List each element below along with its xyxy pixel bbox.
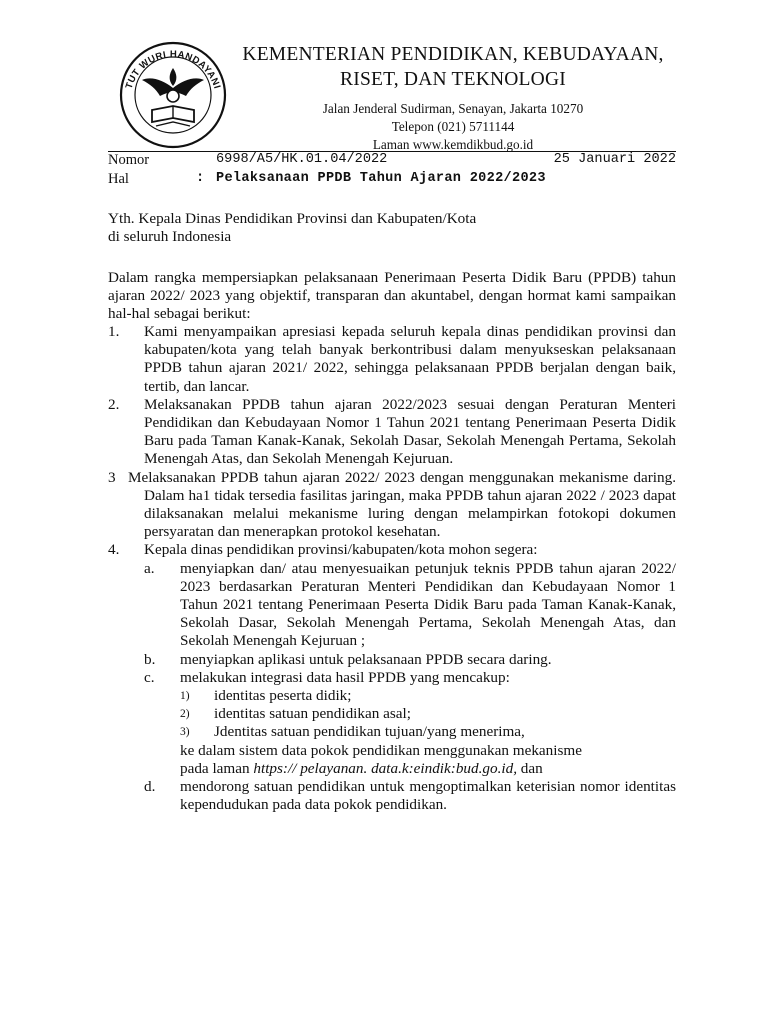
nomor-value: 6998/A5/HK.01.04/2022: [216, 152, 388, 167]
sub-list-marker: d.: [144, 778, 156, 796]
hal-label: Hal: [108, 171, 129, 187]
sub-list-item: [108, 778, 676, 814]
address: Jalan Jenderal Sudirman, Senayan, Jakarta 10270: [322, 101, 584, 116]
recipient-line-1: Yth. Kepala Dinas Pendidikan Provinsi dan Kabupaten/Kota: [108, 210, 477, 227]
list-item-text: Melaksanakan PPDB tahun ajaran 2022/ 2023 dengan menggunakan mekanisme daring. Dalam ha1 tidak tersedia fasilitas jaringan, maka PPDB tahun ajaran 2022 / 2023 dapat dilaksanakan melalui mekanisme luring dengan melampirkan fotokopi dokumen persyaratan dan menerapkan protokol kesehatan.: [128, 468, 676, 541]
numbered-list: [108, 323, 676, 814]
list-item: [108, 469, 676, 542]
tut-wuri-handayani-logo: [118, 40, 228, 150]
sub-list-item-text: menyiapkan aplikasi untuk pelaksanaan PPDB secara daring.: [180, 650, 552, 668]
ministry-name: [228, 42, 678, 92]
phone: Telepon (021) 5711144: [391, 118, 515, 134]
dapodik-url: https:// pelayanan. data.k:eindik:bud.go.id,: [253, 759, 517, 777]
nomor-row: [108, 151, 676, 169]
c-continuation-line-1: ke dalam sistem data pokok pendidikan menggunakan mekanisme: [180, 741, 582, 759]
c-prefix: pada laman: [180, 759, 254, 777]
list-marker: 3: [108, 468, 116, 486]
c-suffix: dan: [517, 759, 543, 777]
sub-sub-marker: 3): [180, 726, 190, 739]
list-marker: 2.: [108, 395, 120, 413]
list-item-text: Kepala dinas pendidikan provinsi/kabupaten/kota mohon segera:: [144, 541, 538, 559]
sub-list-item-text: menyiapkan dan/ atau menyesuaikan petunjuk teknis PPDB tahun ajaran 2022/ 2023 berdasarkan Peraturan Menteri Pendidikan dan Kebudayaan Nomor 1 Tahun 2021 tentang Penerimaan Peserta Didik Baru pada Taman Kanak-Kanak, Sekolah Dasar, Sekolah Menengah Pertama, Sekolah Menengah Atas, dan Sekolah Menengah Kejuruan ;: [180, 559, 676, 650]
ministry-line-1: KEMENTERIAN PENDIDIKAN, KEBUDAYAAN,: [242, 44, 664, 65]
website: Laman www.kemdikbud.go.id: [372, 136, 534, 152]
hal-colon: :: [196, 171, 205, 186]
list-item-text: Melaksanakan PPDB tahun ajaran 2022/2023 sesuai dengan Peraturan Menteri Pendidikan dan Kebudayaan Nomor 1 Tahun 2021 tentang Penerimaan Peserta Didik Baru pada Taman Kanak-Kanak, Sekolah Dasar, Sekolah Menengah Pertama, Sekolah Menengah Atas, dan Sekolah Menengah Kejuruan.: [144, 395, 676, 468]
sub-sub-marker: 2): [180, 708, 190, 721]
list-marker: 1.: [108, 323, 120, 340]
list-item: [108, 396, 676, 469]
sub-sub-list-item: [108, 687, 676, 705]
recipient: [108, 210, 676, 246]
list-item: [108, 541, 676, 559]
nomor-label: Nomor: [108, 152, 150, 168]
sub-sub-item-text: Jdentitas satuan pendidikan tujuan/yang menerima,: [214, 723, 525, 741]
c-continuation: [180, 742, 676, 778]
sub-sub-item-text: identitas peserta didik;: [214, 687, 352, 705]
sub-list-item: [108, 651, 676, 669]
list-item: [108, 323, 676, 396]
sub-list-marker: a.: [144, 559, 155, 577]
recipient-line-2: di seluruh Indonesia: [108, 228, 232, 246]
contact-block: [228, 100, 678, 153]
sub-list-marker: b.: [144, 650, 156, 668]
sub-list-marker: c.: [144, 668, 155, 686]
c-continuation-line-2: [180, 760, 676, 778]
hal-subject: Pelaksanaan PPDB Tahun Ajaran 2022/2023: [216, 171, 546, 186]
list-marker: 4.: [108, 541, 120, 559]
list-item-text: Kami menyampaikan apresiasi kepada seluruh kepala dinas pendidikan provinsi dan kabupaten/kota yang telah banyak berkontribusi dalam menyukseskan pelaksanaan PPDB tahun ajaran 2021/ 2022, sehingga pelaksanaan PPDB berjalan dengan baik, tertib, dan lancar.: [144, 323, 676, 395]
intro-paragraph: Dalam rangka mempersiapkan pelaksanaan Penerimaan Peserta Didik Baru (PPDB) tahun ajaran 2022/ 2023 yang objektif, transparan dan akuntabel, dengan hormat kami sampaikan hal-hal sebagai berikut:: [108, 269, 676, 323]
sub-sub-list-item: [108, 705, 676, 723]
sub-list-item: [108, 669, 676, 687]
hal-row: [108, 170, 676, 188]
sub-list-item-text: melakukan integrasi data hasil PPDB yang mencakup:: [180, 668, 510, 686]
sub-sub-marker: 1): [180, 690, 190, 703]
ministry-line-2: RISET, DAN TEKNOLOGI: [340, 69, 566, 90]
letter-date: 25 Januari 2022: [553, 152, 676, 167]
sub-sub-item-text: identitas satuan pendidikan asal;: [214, 705, 411, 723]
sub-list-item: [108, 560, 676, 651]
sub-sub-list-item: [108, 723, 676, 741]
sub-list-item-text: mendorong satuan pendidikan untuk mengoptimalkan keterisian nomor identitas kependudukan pada data pokok pendidikan.: [180, 778, 676, 814]
logo-motto: TUT WURI HANDAYANI: [123, 48, 223, 91]
